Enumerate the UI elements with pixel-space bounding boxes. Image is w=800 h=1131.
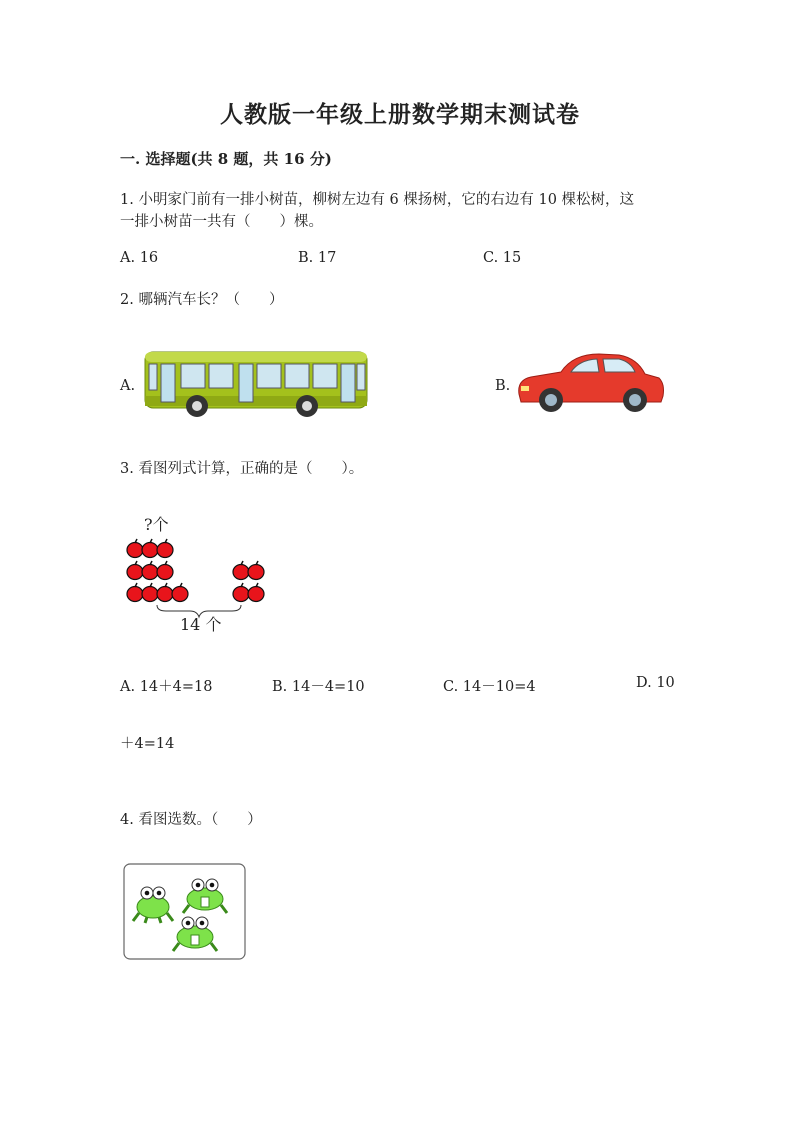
- apple-icon: [157, 583, 173, 602]
- section-heading: 一. 选择题(共 8 题，共 16 分): [120, 150, 332, 168]
- q3-option-a[interactable]: A. 14＋4=18: [120, 679, 213, 695]
- apple-icon: [127, 561, 143, 580]
- apple-icon: [157, 539, 173, 558]
- apple-icon: [172, 583, 188, 602]
- q2-option-b-label[interactable]: B.: [495, 378, 511, 394]
- frog-picture-box: [123, 863, 247, 961]
- q3-option-d-continued: ＋4=14: [120, 736, 175, 752]
- q3-option-c[interactable]: C. 14－10=4: [443, 679, 536, 695]
- q2-option-a-label[interactable]: A.: [120, 378, 136, 394]
- apple-icon: [248, 561, 264, 580]
- apple-icon: [142, 583, 158, 602]
- car-image: [515, 350, 667, 414]
- q3-stem: 3. 看图列式计算，正确的是（ ）。: [120, 461, 364, 477]
- q1-stem-line2: 一排小树苗一共有（ ）棵。: [120, 214, 323, 230]
- apple-icon: [233, 583, 249, 602]
- apple-figure: [120, 535, 280, 615]
- q2-stem: 2. 哪辆汽车长？（ ）: [120, 292, 284, 308]
- apple-icon: [142, 539, 158, 558]
- page-title: 人教版一年级上册数学期末测试卷: [220, 101, 580, 128]
- q1-option-c[interactable]: C. 15: [483, 250, 522, 266]
- q1-option-a[interactable]: A. 16: [120, 250, 159, 266]
- apple-icon: [157, 561, 173, 580]
- apple-icon: [248, 583, 264, 602]
- apple-icon: [127, 583, 143, 602]
- q1-option-b[interactable]: B. 17: [298, 250, 337, 266]
- q3-option-d[interactable]: D. 10: [636, 675, 675, 691]
- q1-stem-line1: 1. 小明家门前有一排小树苗，柳树左边有 6 棵扬树，它的右边有 10 棵松树，这: [120, 192, 635, 208]
- bus-image: [143, 350, 371, 418]
- q3-figure-total-label: 14 个: [180, 615, 222, 634]
- apple-icon: [233, 561, 249, 580]
- q4-stem: 4. 看图选数。（ ）: [120, 812, 262, 828]
- q3-option-b[interactable]: B. 14－4=10: [272, 679, 365, 695]
- q3-figure-question-label: ?个: [144, 515, 169, 534]
- apple-icon: [127, 539, 143, 558]
- apple-icon: [142, 561, 158, 580]
